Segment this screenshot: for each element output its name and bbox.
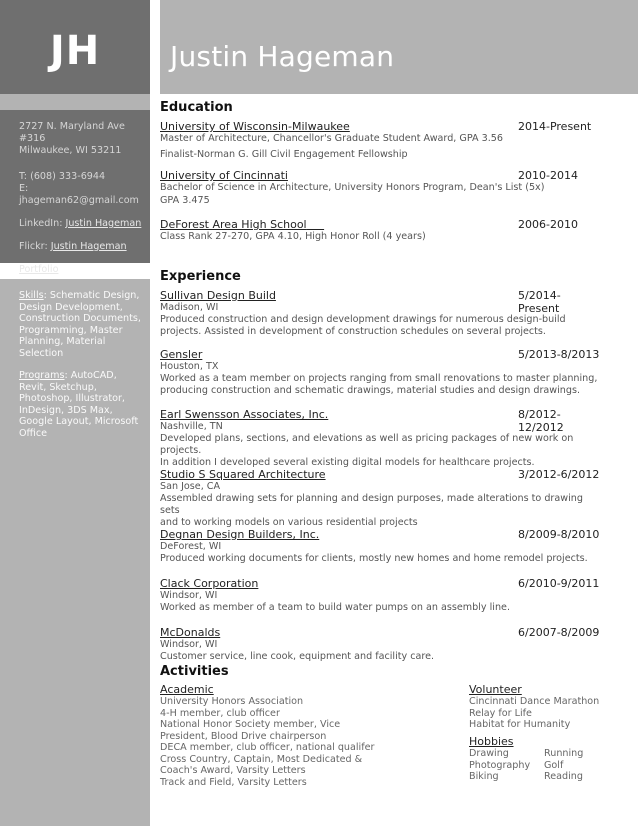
academic-heading: Academic — [160, 683, 214, 696]
employer-name: Studio S Squared Architecture — [160, 468, 326, 481]
date-range: 6/2010-9/2011 — [518, 577, 600, 590]
date-range: 5/2013-8/2013 — [518, 348, 600, 361]
location: DeForest, WI — [160, 541, 222, 552]
education-entry — [160, 169, 600, 207]
education-entry — [160, 218, 600, 243]
experience-heading: Experience — [160, 269, 241, 284]
date-range: 8/2009-8/2010 — [518, 528, 600, 541]
activity-line: University Honors Association — [160, 696, 304, 707]
email: E: jhageman62@gmail.com — [19, 183, 139, 206]
entry-line: Produced construction and design development drawings for numerous design-build — [160, 314, 566, 325]
experience-entry — [160, 528, 600, 565]
employer-name: Clack Corporation — [160, 577, 259, 590]
flickr-link[interactable]: Justin Hageman — [50, 241, 127, 252]
employer-name: Sullivan Design Build — [160, 289, 276, 302]
employer-name: McDonalds — [160, 626, 221, 639]
phone: T: (608) 333-6944 — [19, 171, 106, 182]
entry-line: Master of Architecture, Chancellor's Graduate Student Award, GPA 3.56 — [160, 133, 503, 144]
activity-line: Cross Country, Captain, Most Dedicated & — [160, 753, 363, 765]
activity-line: National Honor Society member, Vice — [160, 719, 341, 730]
activities-heading: Activities — [160, 664, 229, 679]
date-range: 3/2012-6/2012 — [518, 468, 600, 481]
activity-line: Relay for Life — [469, 707, 532, 719]
entry-line: producing construction and schematic drawings, material studies and design drawings. — [160, 385, 581, 396]
hobby-item: Running — [544, 748, 584, 759]
full-name: Justin Hageman — [170, 40, 395, 73]
skills-panel — [19, 290, 143, 450]
entry-line: Developed plans, sections, and elevations as well as pricing packages of new work on projects. — [160, 433, 574, 456]
hobby-item: Biking — [469, 771, 499, 782]
entry-line: Class Rank 27-270, GPA 4.10, High Honor Roll (4 years) — [160, 231, 426, 242]
skills-paragraph — [19, 290, 143, 359]
location: San Jose, CA — [160, 481, 221, 492]
activity-line: Coach's Award, Varsity Letters — [160, 765, 306, 776]
linkedin-link[interactable]: Justin Hageman — [65, 218, 142, 229]
hobby-item: Drawing — [469, 748, 509, 759]
linkedin-label: LinkedIn: — [19, 218, 66, 229]
hobbies-heading: Hobbies — [469, 735, 514, 748]
date-range: 6/2007-8/2009 — [518, 626, 600, 639]
location: Madison, WI — [160, 302, 219, 313]
activity-line: Cincinnati Dance Marathon — [469, 696, 600, 707]
flickr-label: Flickr: — [19, 241, 51, 252]
entry-line: Customer service, line cook, equipment and facility care. — [160, 651, 435, 662]
hobbies-column — [469, 735, 629, 783]
location: Windsor, WI — [160, 590, 218, 601]
experience-entry — [160, 348, 600, 397]
experience-entry — [160, 408, 600, 469]
date-range: 2006-2010 — [518, 218, 578, 231]
date-range: 2014-Present — [518, 120, 592, 133]
education-entry — [160, 120, 600, 161]
activity-line: President, Blood Drive chairperson — [160, 730, 327, 742]
volunteer-heading: Volunteer — [469, 683, 522, 696]
entry-line: Finalist-Norman G. Gill Civil Engagement Fellowship — [160, 149, 408, 160]
hobby-item: Golf — [544, 759, 564, 771]
monogram: JH — [49, 28, 101, 74]
school-name: DeForest Area High School — [160, 218, 307, 231]
experience-entry — [160, 468, 600, 529]
skills-text: : Schematic Design, Design Development, Construction Documents, Programming, Master Planning, Material Selection — [19, 290, 141, 359]
programs-text: : AutoCAD, Revit, Sketchup, Photoshop, Illustrator, InDesign, 3DS Max, Google Layout, Microsoft Office — [19, 370, 139, 439]
monogram-box — [0, 0, 150, 94]
date-range: 8/2012-12/2012 — [518, 408, 564, 434]
location: Houston, TX — [160, 361, 219, 372]
linkedin — [19, 218, 149, 230]
academic-column — [160, 683, 450, 788]
entry-line: Bachelor of Science in Architecture, University Honors Program, Dean's List (5x) — [160, 182, 545, 193]
skills-label: Skills — [19, 290, 44, 301]
experience-entry — [160, 577, 600, 614]
programs-label: Programs — [19, 370, 65, 381]
hobby-item: Photography — [469, 759, 531, 771]
address-line2: Milwaukee, WI 53211 — [19, 145, 122, 156]
activity-line: 4-H member, club officer — [160, 707, 280, 719]
activity-line: Track and Field, Varsity Letters — [160, 776, 307, 788]
entry-line: Worked as member of a team to build water pumps on an assembly line. — [160, 602, 510, 613]
employer-name: Earl Swensson Associates, Inc. — [160, 408, 329, 421]
flickr — [19, 241, 149, 253]
entry-line: projects. Assisted in development of construction schedules on several projects. — [160, 326, 546, 337]
hobbies-grid — [469, 748, 629, 783]
activity-line: DECA member, club officer, national qualifer — [160, 742, 375, 753]
entry-line: Produced working documents for clients, mostly new homes and home remodel projects. — [160, 553, 588, 564]
entry-line: Assembled drawing sets for planning and design purposes, made alterations to drawing sets — [160, 493, 583, 516]
hobby-item: Reading — [544, 771, 583, 782]
name-bar — [160, 0, 638, 94]
entry-line: GPA 3.475 — [160, 195, 210, 206]
school-name: University of Wisconsin-Milwaukee — [160, 120, 350, 133]
experience-entry — [160, 289, 600, 338]
entry-line: In addition I developed several existing digital models for healthcare projects. — [160, 457, 535, 468]
sidebar-band — [0, 94, 150, 110]
programs-paragraph — [19, 370, 143, 439]
volunteer-column — [469, 683, 629, 731]
location: Nashville, TN — [160, 421, 223, 432]
date-range: 2010-2014 — [518, 169, 578, 182]
date-range: 5/2014-Present — [518, 289, 561, 315]
employer-name: Degnan Design Builders, Inc. — [160, 528, 320, 541]
portfolio-link[interactable]: Portfolio — [19, 264, 59, 275]
location: Windsor, WI — [160, 639, 218, 650]
school-name: University of Cincinnati — [160, 169, 288, 182]
entry-line: and to working models on various residential projects — [160, 517, 418, 528]
education-heading: Education — [160, 100, 233, 115]
experience-entry — [160, 626, 600, 663]
address-line1: 2727 N. Maryland Ave #316 — [19, 121, 125, 144]
entry-line: Worked as a team member on projects ranging from small renovations to master planning, — [160, 373, 598, 384]
employer-name: Gensler — [160, 348, 203, 361]
contact-info — [19, 121, 149, 287]
activity-line: Habitat for Humanity — [469, 719, 571, 730]
